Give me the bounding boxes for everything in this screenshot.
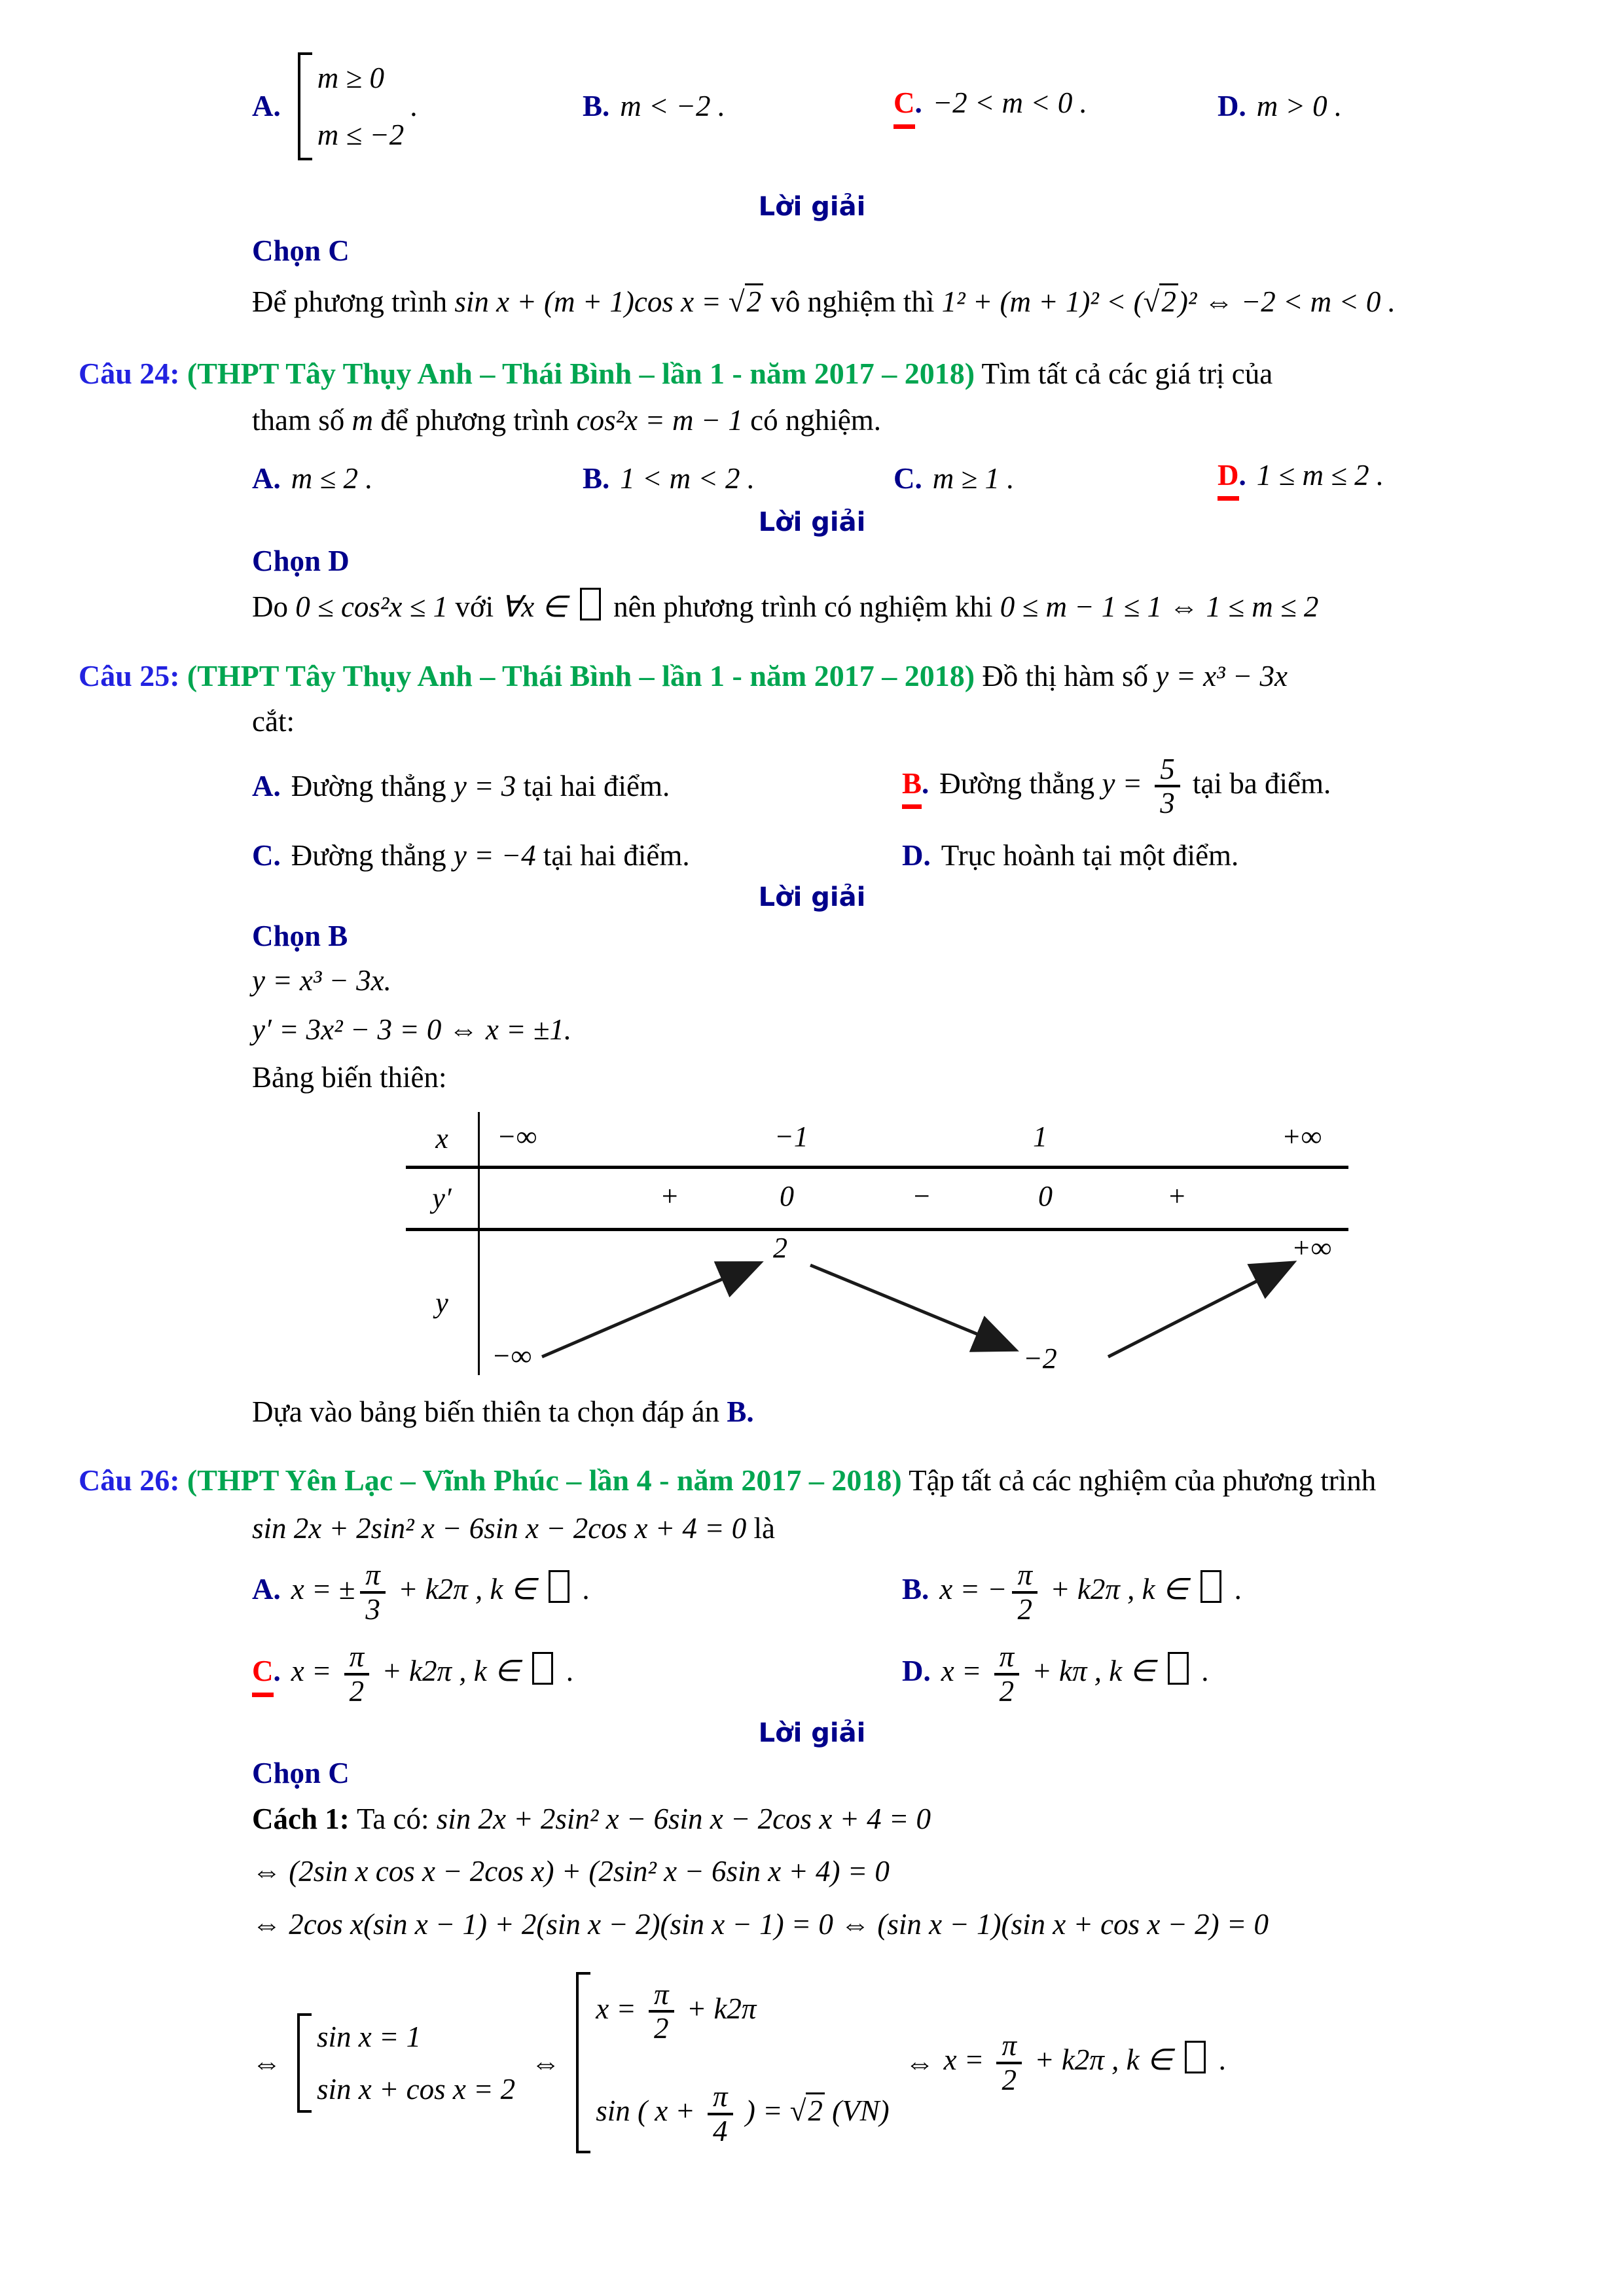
option-dot: . — [922, 766, 929, 800]
q26-heading — [79, 1460, 1624, 1501]
sign-value: 0 — [780, 1179, 794, 1212]
q25-solution-line-2: y′ = 3x² − 3 = 0 ⇔ x = ±1. — [252, 1013, 572, 1047]
solution-heading: Lời giải — [758, 1717, 866, 1748]
y-row-values — [480, 1231, 1348, 1375]
option-text: Đường thẳng y = 3 tại hai điểm. — [291, 770, 670, 803]
q24-options-row — [252, 456, 1624, 501]
option-text: x = − $\frac{\pi}{2}$ + k2π , k ∈ . — [939, 1558, 1242, 1626]
q25-heading — [79, 656, 1624, 696]
option-dot: . — [602, 461, 610, 495]
y-local-min: −2 — [1023, 1342, 1057, 1374]
question-number: Câu 24: — [79, 356, 180, 390]
question-source: (THPT Tây Thụy Anh – Thái Bình – lần 1 - năm 2017 – 2018) — [187, 356, 975, 390]
q23-option-c-correct — [893, 84, 1218, 129]
case-line: x = $\frac{\pi}{2}$ + k2π — [596, 1977, 757, 2045]
option-letter-correct: C — [252, 1652, 274, 1697]
option-text: Đường thẳng y = $\frac{5}{3}$ tại ba điểm. — [939, 752, 1331, 820]
option-dot: . — [602, 90, 610, 123]
increase-arrow — [1108, 1265, 1288, 1357]
variation-table-yprime-row — [406, 1169, 1348, 1231]
solution-heading: Lời giải — [758, 192, 866, 222]
q24-option-a — [252, 459, 583, 498]
variation-table — [406, 1112, 1348, 1375]
q25-options-row-1 — [252, 753, 1624, 819]
q26-step-2: ⇔ (2sin x cos x − 2cos x) + (2sin² x − 6sin x + 4) = 0 — [252, 1855, 890, 1888]
question-intro: Tập tất cả các nghiệm của phương trình — [909, 1464, 1377, 1498]
x-row-label: x — [406, 1112, 480, 1166]
option-letter: A — [252, 90, 274, 123]
chosen-answer: Chọn B — [252, 920, 348, 953]
option-letter: D — [902, 838, 924, 872]
option-letter: B — [583, 461, 603, 495]
x-value: −1 — [774, 1120, 808, 1153]
q25-solution-line-1: y = x³ − 3x. — [252, 964, 391, 997]
x-value: −∞ — [497, 1120, 537, 1153]
case-line: m ≤ −2 — [317, 118, 405, 151]
option-text: 1 ≤ m ≤ 2 . — [1256, 458, 1384, 492]
case-line: sin ( x + $\frac{\pi}{4}$ ) = √2 (VN) — [596, 2080, 890, 2147]
q23-option-a — [252, 52, 583, 160]
iff-symbol: ⇔ — [905, 2046, 935, 2079]
x-row-values — [480, 1112, 1348, 1166]
option-text: m < −2 . — [620, 90, 725, 123]
option-letter: A — [252, 770, 274, 803]
q24-option-c — [893, 459, 1218, 498]
x-value: +∞ — [1282, 1120, 1322, 1153]
option-text: x = $\frac{\pi}{2}$ + kπ , k ∈ . — [941, 1640, 1209, 1708]
option-letter: A — [252, 1573, 274, 1606]
q24-solution-line: Do 0 ≤ cos²x ≤ 1 với ∀x ∈ nên phương trình có nghiệm khi 0 ≤ m − 1 ≤ 1 ⇔ 1 ≤ m ≤ 2 — [252, 587, 1624, 627]
option-dot: . — [923, 838, 931, 872]
option-letter: D — [902, 1655, 924, 1688]
question-intro: Tìm tất cả các giá trị của — [981, 357, 1273, 390]
option-text: −2 < m < 0 . — [932, 86, 1087, 120]
question-source: (THPT Tây Thụy Anh – Thái Bình – lần 1 - năm 2017 – 2018) — [187, 658, 975, 692]
option-letter: C — [893, 461, 915, 495]
q26-option-c-correct — [252, 1641, 902, 1707]
q25-options-row-2 — [252, 836, 1624, 875]
q24-option-b — [583, 459, 893, 498]
q26-options-row-2 — [252, 1641, 1624, 1707]
q26-intro-line2: sin 2x + 2sin² x − 6sin x − 2cos x + 4 = 0 là — [252, 1512, 775, 1545]
option-letter-correct: D — [1218, 456, 1239, 501]
y-row-label: y — [406, 1231, 480, 1375]
option-dot: . — [914, 86, 922, 120]
q26-options-row-1 — [252, 1559, 1624, 1625]
option-text: 1 < m < 2 . — [620, 461, 755, 495]
option-dot: . — [923, 1655, 931, 1688]
q26-step-3: ⇔ 2cos x(sin x − 1) + 2(sin x − 2)(sin x − 1) = 0 ⇔ (sin x − 1)(sin x + cos x − 2) = 0 — [252, 1908, 1269, 1941]
cases-bracket — [297, 2013, 515, 2113]
chosen-answer: Chọn C — [252, 234, 350, 267]
option-text: x = $\frac{\pi}{2}$ + k2π , k ∈ . — [291, 1640, 573, 1708]
q25-solution-line-3: Bảng biến thiên: — [252, 1060, 447, 1094]
iff-symbol: ⇔ — [531, 2046, 561, 2079]
q26-option-a — [252, 1559, 902, 1625]
cases-bracket — [298, 52, 405, 160]
y-limit-neg-infinity: −∞ — [492, 1339, 532, 1372]
variation-table-y-row — [406, 1231, 1348, 1375]
q24-heading — [79, 353, 1624, 394]
yprime-row-values — [480, 1169, 1348, 1228]
variation-arrows — [480, 1231, 1348, 1375]
y-limit-pos-infinity: +∞ — [1291, 1231, 1332, 1264]
variation-table-x-row — [406, 1112, 1348, 1169]
sign-value: + — [660, 1179, 679, 1212]
solution-heading: Lời giải — [758, 882, 866, 913]
q25-intro-line2: cắt: — [252, 704, 295, 738]
option-letter: A — [252, 461, 274, 495]
option-text: x = ± $\frac{\pi}{3}$ + k2π , k ∈ . — [291, 1558, 590, 1626]
option-letter: C — [252, 838, 274, 872]
option-dot: . — [273, 90, 281, 123]
decrease-arrow — [810, 1265, 1010, 1348]
option-dot: . — [922, 1573, 929, 1606]
option-letter: D — [1218, 90, 1239, 123]
case-line: sin x = 1 — [317, 2020, 422, 2053]
sign-value: + — [1167, 1179, 1187, 1212]
q23-option-b — [583, 87, 893, 126]
solution-heading: Lời giải — [758, 507, 866, 538]
option-text: m > 0 . — [1256, 90, 1343, 123]
q26-method-line: Cách 1: Ta có: sin 2x + 2sin² x − 6sin x − 2cos x + 4 = 0 — [252, 1802, 931, 1835]
option-text: m ≤ 2 . — [291, 461, 373, 495]
q26-final-step — [252, 1972, 1624, 2153]
iff-symbol: ⇔ — [252, 2046, 281, 2079]
option-text: Trục hoành tại một điểm. — [941, 838, 1239, 872]
q25-conclusion: Dựa vào bảng biến thiên ta chọn đáp án B. — [252, 1395, 754, 1428]
option-dot: . — [1238, 90, 1246, 123]
option-dot: . — [273, 1655, 281, 1688]
chosen-answer: Chọn D — [252, 545, 350, 578]
option-letter: B — [583, 90, 603, 123]
option-dot: . — [273, 770, 281, 803]
q24-intro-line2: tham số m để phương trình cos²x = m − 1 có nghiệm. — [252, 403, 882, 437]
chosen-answer: Chọn C — [252, 1756, 350, 1789]
question-source: (THPT Yên Lạc – Vĩnh Phúc – lần 4 - năm 2017 – 2018) — [187, 1463, 902, 1498]
case-line: m ≥ 0 — [317, 62, 384, 94]
option-dot: . — [273, 838, 281, 872]
option-dot: . — [1238, 458, 1246, 492]
option-text: m ≥ 1 . — [932, 461, 1015, 495]
case-line: sin x + cos x = 2 — [317, 2072, 516, 2106]
q25-option-a — [252, 767, 902, 806]
x-value: 1 — [1033, 1120, 1047, 1153]
option-text: Đường thẳng y = −4 tại hai điểm. — [291, 838, 690, 872]
option-letter-correct: B — [902, 764, 922, 810]
option-dot: . — [273, 461, 281, 495]
option-dot: . — [914, 461, 922, 495]
option-dot: . — [273, 1573, 281, 1606]
q24-option-d-correct — [1218, 456, 1624, 501]
q25-option-b-correct — [902, 753, 1624, 819]
q26-option-b — [902, 1559, 1624, 1625]
sign-value: − — [912, 1179, 931, 1212]
q26-option-d — [902, 1641, 1624, 1707]
increase-arrow — [542, 1265, 755, 1357]
question-number: Câu 26: — [79, 1463, 180, 1498]
cases-bracket — [576, 1972, 889, 2153]
yprime-row-label: y′ — [406, 1169, 480, 1228]
question-number: Câu 25: — [79, 658, 180, 692]
q23-solution-line: Để phương trình sin x + (m + 1)cos x = √2 vô nghiệm thì 1² + (m + 1)² < (√2)² ⇔ −2 < m < 0 . — [252, 282, 1624, 322]
sign-value: 0 — [1038, 1179, 1053, 1212]
q25-option-d — [902, 836, 1624, 875]
final-result: x = $\frac{\pi}{2}$ + k2π , k ∈ . — [943, 2028, 1226, 2096]
q23-option-d — [1218, 87, 1624, 126]
q23-options-row — [252, 52, 1624, 160]
q25-option-c — [252, 836, 902, 875]
option-period: . — [410, 90, 418, 123]
y-local-max: 2 — [773, 1231, 787, 1264]
question-intro: Đồ thị hàm số y = x³ − 3x — [982, 659, 1288, 692]
option-letter-correct: C — [893, 84, 915, 129]
option-letter: B — [902, 1573, 922, 1606]
